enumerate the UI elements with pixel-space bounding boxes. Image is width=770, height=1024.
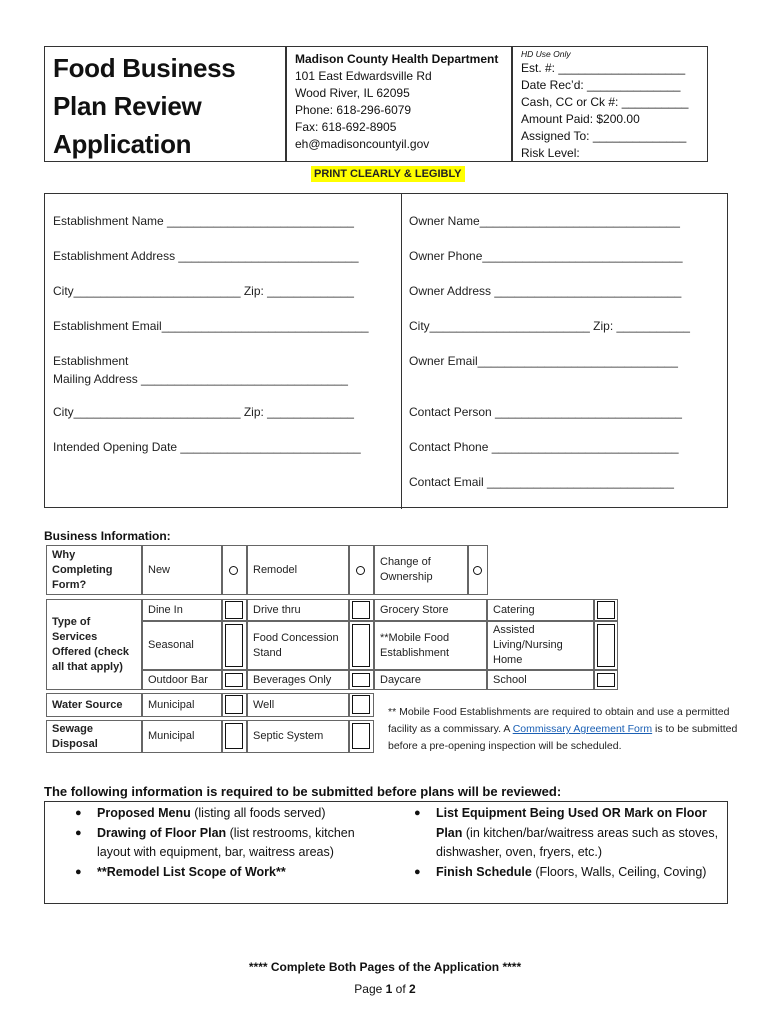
catering-checkbox[interactable]: [597, 601, 615, 619]
page-of: of: [392, 982, 410, 996]
department-name: Madison County Health Department: [295, 52, 499, 66]
owner-name-field[interactable]: Owner Name______________________________: [409, 214, 680, 228]
mobile-note-text-start: ** Mobile Food Establishments are required to obtain and use a permitted facility as a commissary. A: [388, 706, 730, 735]
bullet-icon: ●: [75, 826, 82, 839]
requirements-heading: The following information is required to be submitted before plans will be reviewed:: [44, 784, 562, 799]
owner-address-field[interactable]: Owner Address ____________________________: [409, 284, 682, 298]
service-dine-in-label: Dine In: [142, 599, 222, 621]
owner-email-field[interactable]: Owner Email______________________________: [409, 354, 678, 368]
req-floor-plan-drawing: [75, 824, 387, 863]
contact-email-field[interactable]: Contact Email ____________________________: [409, 475, 674, 489]
option-remodel-label: Remodel: [247, 545, 349, 595]
complete-both-pages-note: **** Complete Both Pages of the Application ****: [248, 960, 522, 974]
school-checkbox[interactable]: [597, 673, 615, 687]
water-well-label: Well: [247, 693, 349, 717]
mobile-note-text-end: is to be submitted before a pre-opening inspection will be scheduled.: [388, 723, 738, 752]
sewage-municipal-checkbox[interactable]: [225, 723, 243, 749]
requirements-right-list: [414, 804, 724, 882]
service-school-label: School: [487, 670, 594, 690]
bullet-icon: ●: [75, 807, 82, 819]
req-item-detail: (listing all foods served): [190, 806, 326, 820]
establishment-mailing-address-field[interactable]: Mailing Address _______________________________: [53, 372, 348, 386]
owner-phone-field[interactable]: Owner Phone______________________________: [409, 249, 683, 263]
establishment-email-field[interactable]: Establishment Email_______________________________: [53, 319, 369, 333]
dept-address-line: 101 East Edwardsville Rd: [295, 69, 432, 83]
bullet-icon: ●: [414, 807, 421, 819]
bullet-icon: ●: [75, 865, 82, 878]
dept-fax: Fax: 618-692-8905: [295, 120, 397, 134]
service-daycare-label: Daycare: [374, 670, 487, 690]
service-assisted-living-label: Assisted Living/Nursing Home: [487, 621, 594, 670]
seasonal-checkbox[interactable]: [225, 624, 243, 667]
title-box: [44, 46, 286, 162]
service-beverages-only-label: Beverages Only: [247, 670, 349, 690]
establishment-owner-box: [44, 193, 728, 508]
business-info-heading: Business Information:: [44, 529, 171, 543]
requirements-left-list: [75, 804, 387, 882]
total-pages: 2: [409, 982, 416, 996]
drive-thru-checkbox[interactable]: [352, 601, 370, 619]
req-remodel-scope: [75, 863, 387, 883]
water-source-label: Water Source: [46, 693, 142, 717]
hd-amount-paid: Amount Paid: $200.00: [521, 112, 640, 126]
hd-use-caption: HD Use Only: [521, 49, 571, 59]
current-page: 1: [385, 982, 393, 996]
dept-phone: Phone: 618-296-6079: [295, 103, 412, 117]
dept-email: eh@madisoncountyil.gov: [295, 137, 430, 151]
req-item-detail: (in kitchen/bar/waitress areas such as stoves, dishwasher, oven, fryers, etc.): [436, 825, 719, 859]
service-drive-thru-label: Drive thru: [247, 599, 349, 621]
option-change-ownership-label: Change of Ownership: [374, 545, 468, 595]
dept-city-line: Wood River, IL 62095: [295, 86, 410, 100]
contact-phone-field[interactable]: Contact Phone ____________________________: [409, 440, 679, 454]
column-divider: [401, 194, 402, 509]
req-equipment-list: [414, 804, 724, 863]
sewage-municipal-label: Municipal: [142, 720, 222, 753]
requirements-box: [44, 801, 728, 904]
mailing-city-zip-field[interactable]: City_________________________ Zip: _____________: [53, 405, 354, 419]
req-item-detail: (list restrooms, kitchen layout with equipment, bar, waitress areas): [97, 825, 355, 859]
service-assisted-living-cell: [594, 621, 618, 670]
req-item-detail: (Floors, Walls, Ceiling, Coving): [531, 864, 707, 879]
water-well-checkbox[interactable]: [352, 695, 370, 714]
req-finish-schedule: [414, 863, 724, 883]
service-food-concession-label: Food Concession Stand: [247, 621, 349, 670]
form-title-line-1: Food Business: [53, 53, 236, 83]
owner-city-zip-field[interactable]: City________________________ Zip: ___________: [409, 319, 690, 333]
type-of-services-label: Type of Services Offered (check all that apply): [46, 599, 142, 690]
mobile-establishment-note: [388, 704, 746, 755]
hd-assigned-to: Assigned To: ______________: [521, 129, 687, 143]
service-food-concession-cell: [349, 621, 374, 670]
form-title-line-2: Plan Review: [53, 91, 202, 121]
service-outdoor-bar-label: Outdoor Bar: [142, 670, 222, 690]
service-catering-label: Catering: [487, 599, 594, 621]
service-school-cell: [594, 670, 618, 690]
water-municipal-label: Municipal: [142, 693, 222, 717]
dine-in-checkbox[interactable]: [225, 601, 243, 619]
why-completing-label: Why Completing Form?: [46, 545, 142, 595]
service-outdoor-bar-cell: [222, 670, 247, 690]
service-beverages-only-cell: [349, 670, 374, 690]
water-municipal-cell: [222, 693, 247, 717]
water-well-cell: [349, 693, 374, 717]
page-label: Page: [354, 982, 386, 996]
change-ownership-radio[interactable]: [473, 566, 482, 575]
service-seasonal-label: Seasonal: [142, 621, 222, 670]
req-item-title: Drawing of Floor Plan: [97, 825, 227, 840]
form-title-line-3: Application: [53, 129, 192, 159]
service-grocery-store-label: Grocery Store: [374, 599, 487, 621]
req-item-title: Finish Schedule: [436, 864, 532, 879]
req-item-title: **Remodel List Scope of Work**: [97, 864, 286, 879]
remodel-radio[interactable]: [356, 566, 365, 575]
page-number: [0, 982, 770, 996]
department-box: [286, 46, 512, 162]
option-new-label: New: [142, 545, 222, 595]
establishment-mailing-label: Establishment: [53, 354, 129, 368]
sewage-septic-checkbox[interactable]: [352, 723, 370, 749]
req-item-title: Proposed Menu: [97, 806, 191, 820]
hd-risk-level: Risk Level:: [521, 146, 580, 160]
contact-person-field[interactable]: Contact Person ____________________________: [409, 405, 682, 419]
service-mobile-food-label: **Mobile Food Establishment: [374, 621, 487, 670]
establishment-city-zip-field[interactable]: City_________________________ Zip: _____________: [53, 284, 354, 298]
req-proposed-menu: [75, 804, 387, 824]
service-catering-cell: [594, 599, 618, 621]
assisted-living-checkbox[interactable]: [597, 624, 615, 667]
service-drive-thru-cell: [349, 599, 374, 621]
beverages-only-checkbox[interactable]: [352, 673, 370, 687]
service-dine-in-cell: [222, 599, 247, 621]
water-municipal-checkbox[interactable]: [225, 695, 243, 714]
hd-date-received: Date Rec’d: ______________: [521, 78, 681, 92]
option-change-ownership-cell: [468, 545, 488, 595]
intended-opening-date-field[interactable]: Intended Opening Date ___________________________: [53, 440, 361, 454]
establishment-name-field[interactable]: Establishment Name ____________________________: [53, 214, 354, 228]
food-concession-checkbox[interactable]: [352, 624, 370, 667]
sewage-septic-cell: [349, 720, 374, 753]
establishment-address-field[interactable]: Establishment Address ___________________________: [53, 249, 359, 263]
req-item-title: List Equipment Being Used OR Mark on Floor Plan: [436, 806, 707, 840]
hd-payment-method: Cash, CC or Ck #: __________: [521, 95, 689, 109]
sewage-septic-label: Septic System: [247, 720, 349, 753]
service-seasonal-cell: [222, 621, 247, 670]
bullet-icon: ●: [414, 865, 421, 878]
hd-est-number: Est. #: ___________________: [521, 61, 686, 75]
new-radio[interactable]: [229, 566, 238, 575]
print-clearly-note: PRINT CLEARLY & LEGIBLY: [311, 166, 465, 182]
commissary-agreement-form-link[interactable]: Commissary Agreement Form: [512, 723, 653, 735]
option-new-cell: [222, 545, 247, 595]
outdoor-bar-checkbox[interactable]: [225, 673, 243, 687]
hd-use-only-box: [512, 46, 708, 162]
sewage-disposal-label: Sewage Disposal: [46, 720, 142, 753]
sewage-municipal-cell: [222, 720, 247, 753]
option-remodel-cell: [349, 545, 374, 595]
